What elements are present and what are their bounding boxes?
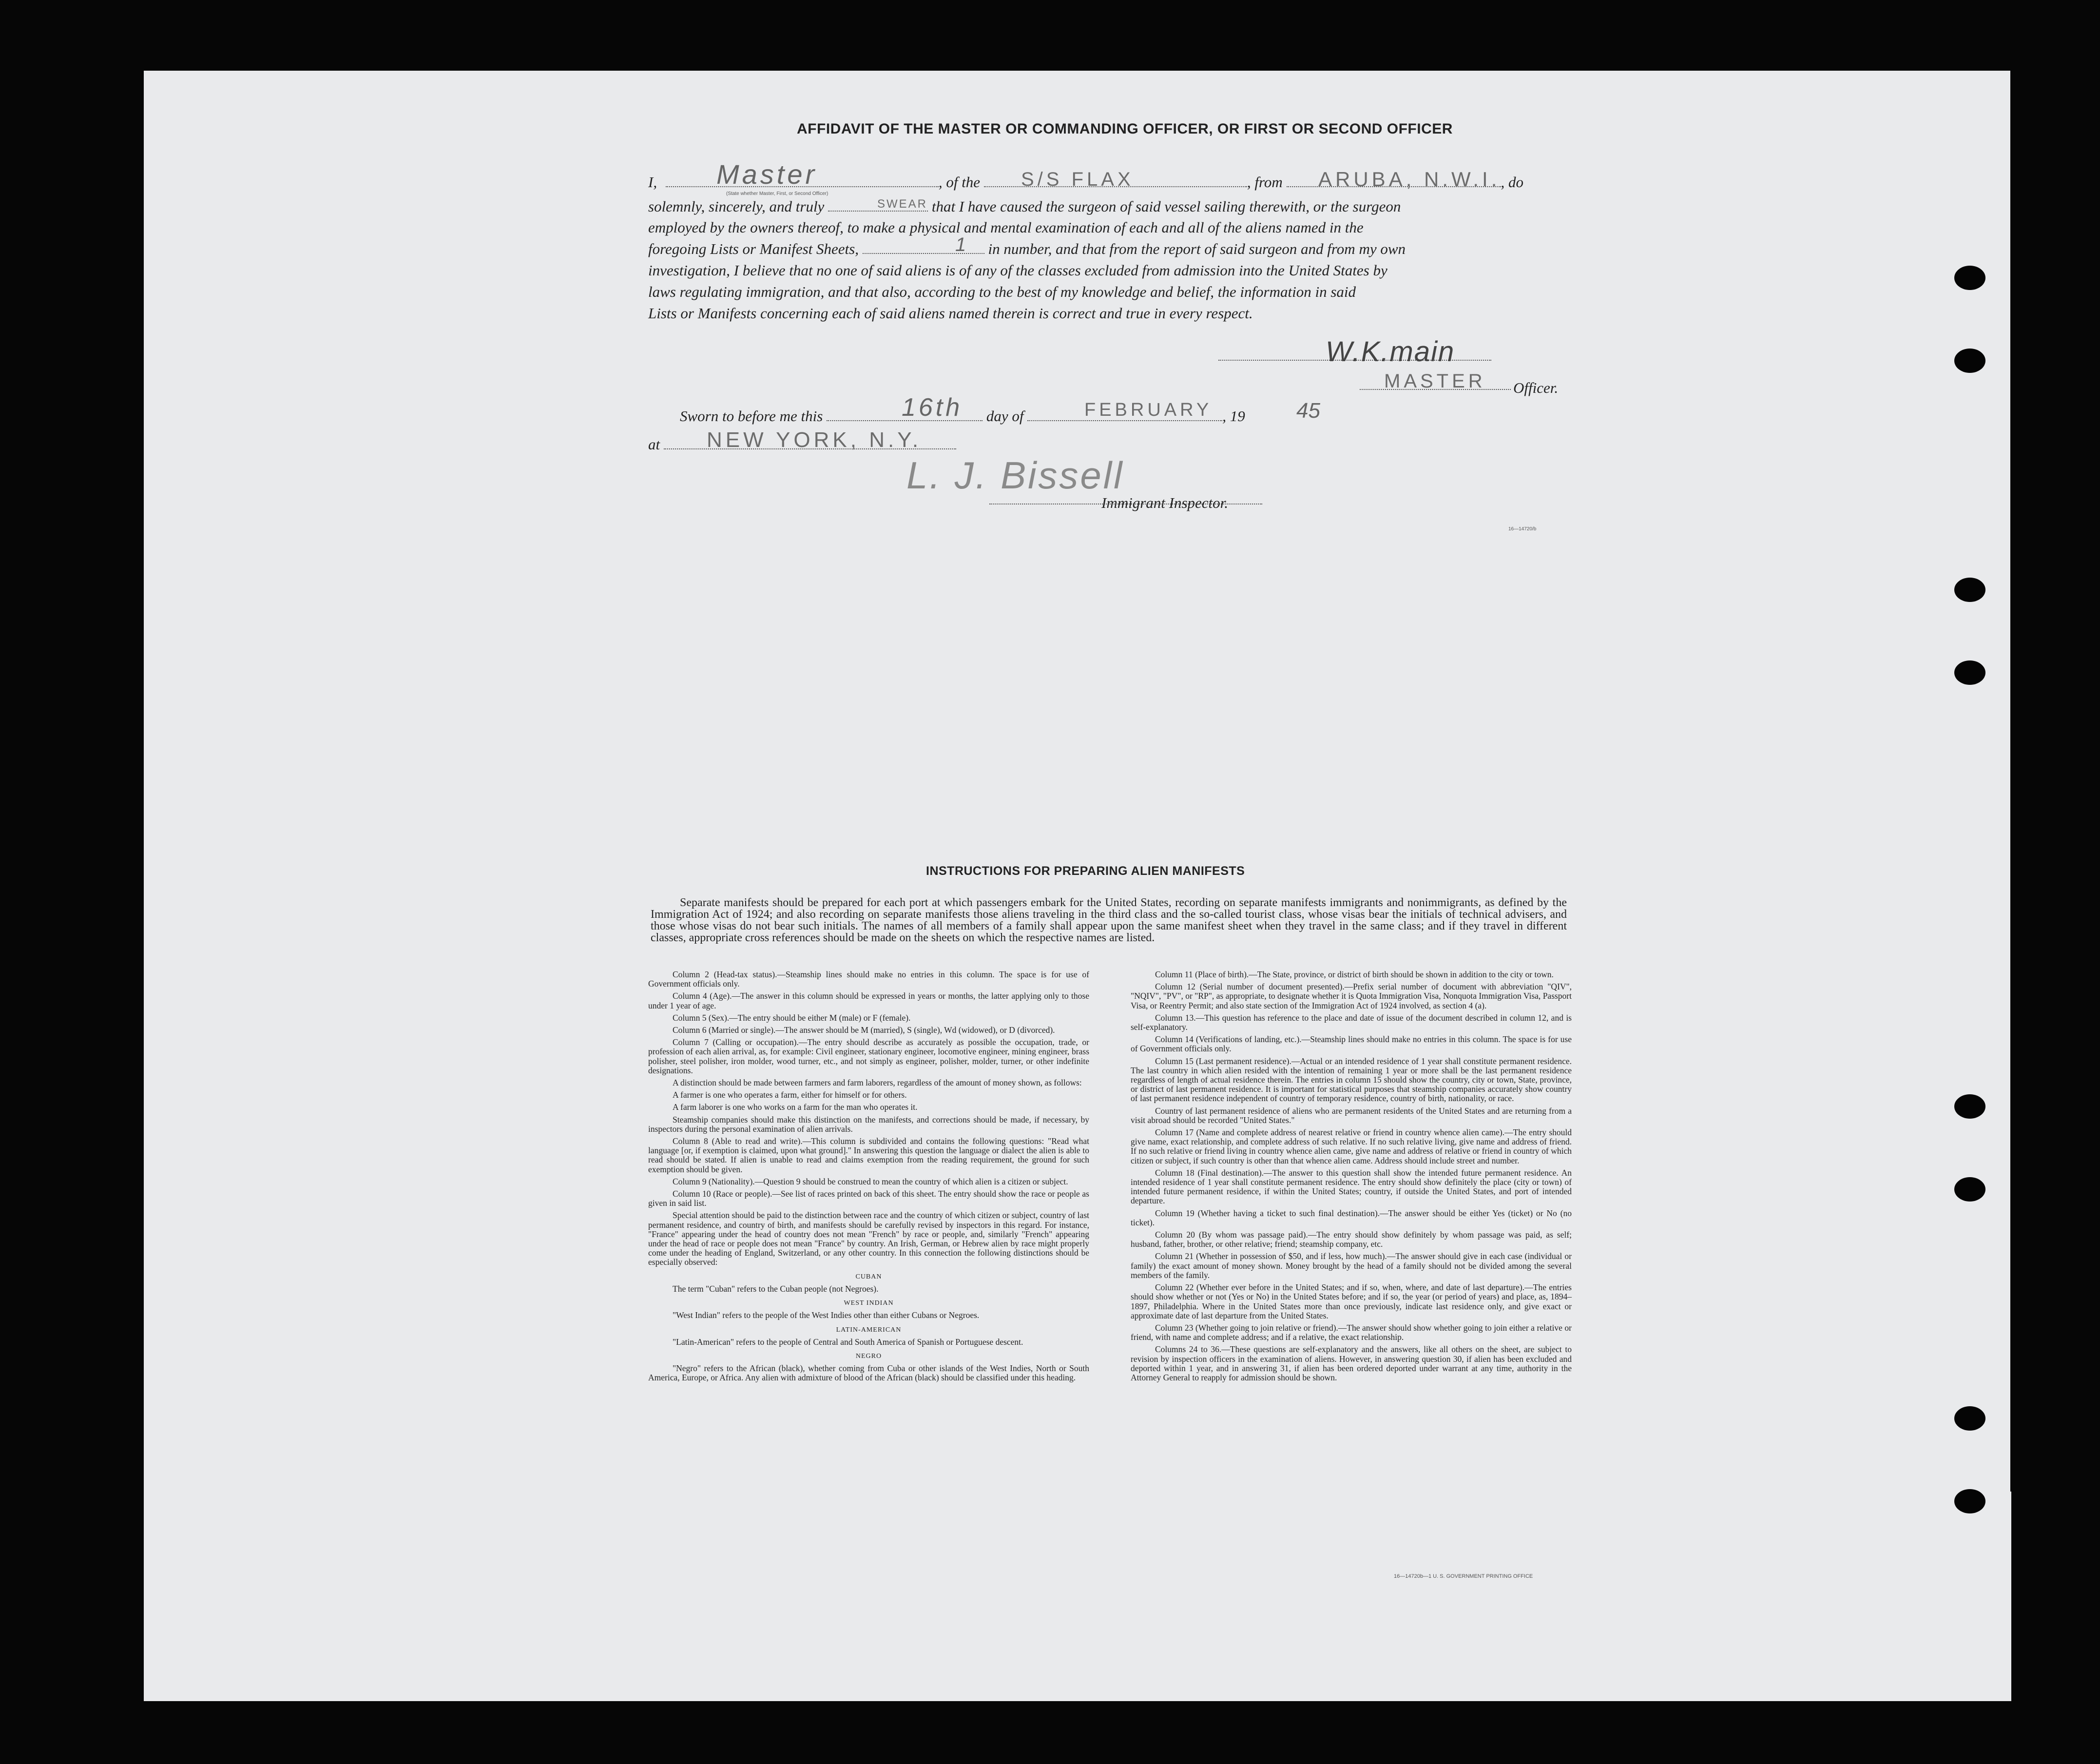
instruction-paragraph: Special attention should be paid to the distinction between race and the country of which citizen or subject, country of last permanent residence, and country of birth, and manifests should be carefully revised by inspectors in this regard. For instance, "France" appearing under the head of country does not mean "French" by race or people, and, similarly "French" appearing under the head of race or people does not mean "France" by country. An Irish, German, or Hebrew alien by race might properly come under the heading of England, Switzerland, or any other country. In this connection the following distinctions should be especially observed: (648, 1210, 1089, 1267)
instruction-paragraph: Column 22 (Whether ever before in the United States; and if so, when, where, and date of last departure).—The entries should show whether or not (Yes or No) in the United States before; and if so, the year (or period of years) and place, as, 1894–1897, Philadelphia. Where in the United States more than once previously, indicate last residence only, and give exact or approximate date of last departure from the United States. (1131, 1282, 1572, 1320)
instruction-paragraph: A distinction should be made between farmers and farm laborers, regardless of the amount of money shown, as follows: (673, 1078, 1082, 1088)
instruction-paragraph: A farm laborer is one who works on a farm for the man who operates it. (673, 1102, 918, 1112)
text: that I have caused the surgeon of said vessel sailing therewith, or the surgeon (931, 198, 1401, 215)
inspector-signature: L. J. Bissell (906, 454, 1124, 497)
affidavit-title: AFFIDAVIT OF THE MASTER OR COMMANDING OFFICER, OR FIRST OR SECOND OFFICER (797, 121, 1453, 137)
officer-label: Officer. (1513, 379, 1559, 396)
instruction-paragraph: Column 8 (Able to read and write).—This column is subdivided and contains the following questions: "Read what language [or, if exemption is claimed, upon what ground]." In answering this question the language or dialect the alien is able to read should be stated. If alien is unable to read and claims exemption from the reading requirement, the ground for such exemption should be given. (648, 1136, 1089, 1174)
race-heading: LATIN-AMERICAN (836, 1326, 902, 1334)
instruction-paragraph: Column 15 (Last permanent residence).—Actual or an intended residence of 1 year shall constitute permanent residence. The last country in which alien resided with the intention of remaining 1 year or more shall be the last permanent residence regardless of length of actual residence therein. The entries in column 15 should show the country, city or town, State, province, or district of last permanent residence. It is important for statistical purposes that steamship companies accurately show country of last permanent residence independent of country of temporary residence, country of birth, nationality, or race. (1131, 1056, 1572, 1104)
sheet-edge (1996, 1492, 2011, 1701)
instructions-right-column (1131, 970, 1572, 1574)
punch-hole (1954, 1489, 1985, 1513)
handwritten-day: 16th (902, 393, 963, 422)
handwritten-month: FEBRUARY (1084, 400, 1213, 420)
instruction-paragraph: Steamship companies should make this distinction on the manifests, and corrections should be made, if necessary, by inspectors during the personal examination of alien arrivals. (648, 1114, 1089, 1134)
race-heading: NEGRO (855, 1352, 882, 1360)
instruction-paragraph: Column 4 (Age).—The answer in this column should be expressed in years or months, the latter applying only to those under 1 year of age. (648, 991, 1089, 1010)
instruction-paragraph: Column 12 (Serial number of document presented).—Prefix serial number of document with abbreviation "QIV", "NQIV", "PV", or "RP", as appropriate, to designate whether it is Quota Immigration Visa, Nonquota Immigration Visa, Passport Visa, or Reentry Permit; and also state section of the Immigration Act of 1924 involved, as section 4 (a). (1131, 982, 1572, 1010)
instruction-paragraph: Column 5 (Sex).—The entry should be either M (male) or F (female). (673, 1012, 911, 1023)
instructions-intro: Separate manifests should be prepared for each port at which passengers embark for the United States, recording on separate manifests immigrants and nonimmigrants, as defined by the Immigration Act of 1924; and also recording on separate manifests those aliens traveling in the third class and the so-called tourist class, whose visas bear the initials of technical advisers, and those whose visas do not bear such initials. The names of all members of a family shall appear upon the same manifest sheet when they travel in the same class; and if they travel in different classes, appropriate cross references should be made on the sheets on which the respective names are listed. (651, 896, 1567, 944)
instruction-paragraph: Column 23 (Whether going to join relative or friend).—The answer should show whether going to join either a relative or friend, with name and complete address; and if a relative, the exact relationship. (1131, 1322, 1572, 1342)
punch-hole (1954, 578, 1985, 602)
text: foregoing Lists or Manifest Sheets, (648, 240, 859, 257)
affidavit-line-7: Lists or Manifests concerning each of said aliens named therein is correct and true in every respect. (648, 305, 1253, 322)
officer-signature: W.K.main (1326, 336, 1455, 368)
instruction-paragraph: Column 18 (Final destination).—The answer to this question shall show the intended future permanent residence. An intended residence of 1 year shall constitute permanent residence. The entry should show definitely the place (city or town) of intended future permanent residence, if within the United States; country, if outside the United States, and port of intended departure. (1131, 1167, 1572, 1206)
affidavit-line-5: investigation, I believe that no one of said aliens is of any of the classes excluded from admission into the United States by (648, 262, 1387, 279)
instruction-paragraph: Column 19 (Whether having a ticket to such final destination).—The answer should be either Yes (ticket) or No (no ticket). (1131, 1208, 1572, 1227)
instruction-paragraph: Column 11 (Place of birth).—The State, province, or district of birth should be shown in addition to the city or town. (1155, 969, 1554, 979)
punch-hole (1954, 660, 1985, 685)
instruction-paragraph: Column 14 (Verifications of landing, etc.).—Steamship lines should make no entries in this column. The space is for use of Government officials only. (1131, 1034, 1572, 1054)
instruction-paragraph: Column 7 (Calling or occupation).—The entry should describe as accurately as possible the occupation, trade, or profession of each alien arrival, as, for example: Civil engineer, stationary engineer, locomotive engineer, mining engineer, brass polisher, steel polisher, iron molder, wood turner, etc., and not simply as engineer, polisher, molder, turner, or other indefinite designations. (648, 1037, 1089, 1075)
inspector-label: Immigrant Inspector. (1101, 494, 1229, 511)
text: , of the (938, 174, 981, 191)
text: Sworn to before me this (680, 407, 823, 425)
instruction-paragraph: Column 2 (Head-tax status).—Steamship lines should make no entries in this column. The space is for use of Government officials only. (648, 969, 1089, 989)
text: I, (648, 174, 657, 191)
instruction-paragraph: Country of last permanent residence of aliens who are permanent residents of the United States and are returning from a visit abroad should be recorded "United States." (1131, 1105, 1572, 1125)
text: , 19 (1222, 407, 1245, 425)
race-definition: "West Indian" refers to the people of the West Indies other than either Cubans or Negroes. (673, 1310, 980, 1320)
punch-hole (1954, 1094, 1985, 1119)
handwritten-year: 45 (1296, 399, 1320, 423)
instructions-title: INSTRUCTIONS FOR PREPARING ALIEN MANIFESTS (926, 864, 1245, 878)
instruction-paragraph: Column 13.—This question has reference to the place and date of issue of the document described in column 12, and is self-explanatory. (1131, 1012, 1572, 1032)
handwritten-officer-rank: MASTER (1384, 370, 1486, 392)
handwritten-oath: SWEAR (877, 197, 928, 211)
instructions-left-column (648, 970, 1089, 1574)
text: solemnly, sincerely, and truly (648, 198, 825, 215)
instruction-paragraph: Column 6 (Married or single).—The answer should be M (married), S (single), Wd (widowed), or D (divorced). (673, 1025, 1055, 1035)
handwritten-port: ARUBA, N.W.I. (1318, 168, 1501, 191)
instruction-paragraph: Column 9 (Nationality).—Question 9 should be construed to mean the country of which alien is a citizen or subject. (673, 1176, 1068, 1186)
affidavit-line-3: employed by the owners thereof, to make a physical and mental examination of each and all of the aliens named in the (648, 219, 1364, 236)
text: day of (986, 407, 1024, 425)
instruction-paragraph: Column 20 (By whom was passage paid).—The entry should show definitely by whom passage was paid, as self; husband, father, brother, or other relative; friend; steamship company, etc. (1131, 1230, 1572, 1249)
footer-code: 16—14720b—1 U. S. GOVERNMENT PRINTING OFFICE (1394, 1573, 1533, 1579)
text: in number, and that from the report of said surgeon and from my own (988, 240, 1406, 257)
handwritten-vessel: S/S FLAX (1021, 169, 1134, 190)
race-heading: WEST INDIAN (844, 1299, 894, 1307)
instruction-paragraph: Columns 24 to 36.—These questions are self-explanatory and the answers, like all others on the sheet, are subject to revision by inspection officers in the examination of aliens. However, in answering question 30, if alien has been excluded and deported within 1 year, and in answering 31, if alien has been ordered deported under warrant at any time, authority in the Attorney General to reapply for admission should be shown. (1131, 1344, 1572, 1382)
race-definition: The term "Cuban" refers to the Cuban people (not Negroes). (673, 1283, 879, 1294)
punch-hole (1954, 349, 1985, 373)
affidavit-line-6: laws regulating immigration, and that also, according to the best of my knowledge and belief, the information in said (648, 283, 1356, 300)
instruction-paragraph: Column 17 (Name and complete address of nearest relative or friend in country whence alien came).—The entry should give name, exact relationship, and complete address of such relative. If no such relative living, give name and address of friend. If no such relative or friend living in country whence alien came, give name and address of relative or friend in country of which citizen or subject, if such country is other than that whence alien came. Address should include street and number. (1131, 1127, 1572, 1165)
handwritten-sheets: 1 (955, 234, 969, 255)
punch-hole (1954, 1406, 1985, 1431)
handwritten-rank: Master (716, 159, 818, 190)
race-heading: CUBAN (855, 1273, 882, 1280)
punch-hole (1954, 266, 1985, 290)
form-code: 16—14720/b (1508, 526, 1537, 532)
rank-note: (State whether Master, First, or Second Officer) (726, 191, 828, 196)
affidavit-line-2 (648, 196, 1564, 217)
instruction-paragraph: Column 21 (Whether in possession of $50, and if less, how much).—The answer should give in each case (individual or family) the exact amount of money shown. Money brought by the head of a family should not be divided among the several members of the family. (1131, 1251, 1572, 1280)
race-definition: "Negro" refers to the African (black), whether coming from Cuba or other islands of the West Indies, North or South America, Europe, or Africa. Any alien with admixture of blood of the African (black) should be classified under this heading. (648, 1363, 1089, 1383)
text: at (648, 436, 660, 453)
instruction-paragraph: A farmer is one who operates a farm, either for himself or for others. (673, 1090, 907, 1100)
instruction-paragraph: Column 10 (Race or people).—See list of races printed on back of this sheet. The entry should show the race or people as given in said list. (648, 1189, 1089, 1208)
handwritten-place: NEW YORK, N.Y. (707, 428, 922, 452)
text: , do (1501, 174, 1523, 191)
race-definition: "Latin-American" refers to the people of Central and South America of Spanish or Portuguese descent. (673, 1337, 1023, 1347)
text: , from (1247, 174, 1283, 191)
punch-hole (1954, 1177, 1985, 1202)
affidavit-line-4 (648, 238, 1564, 260)
